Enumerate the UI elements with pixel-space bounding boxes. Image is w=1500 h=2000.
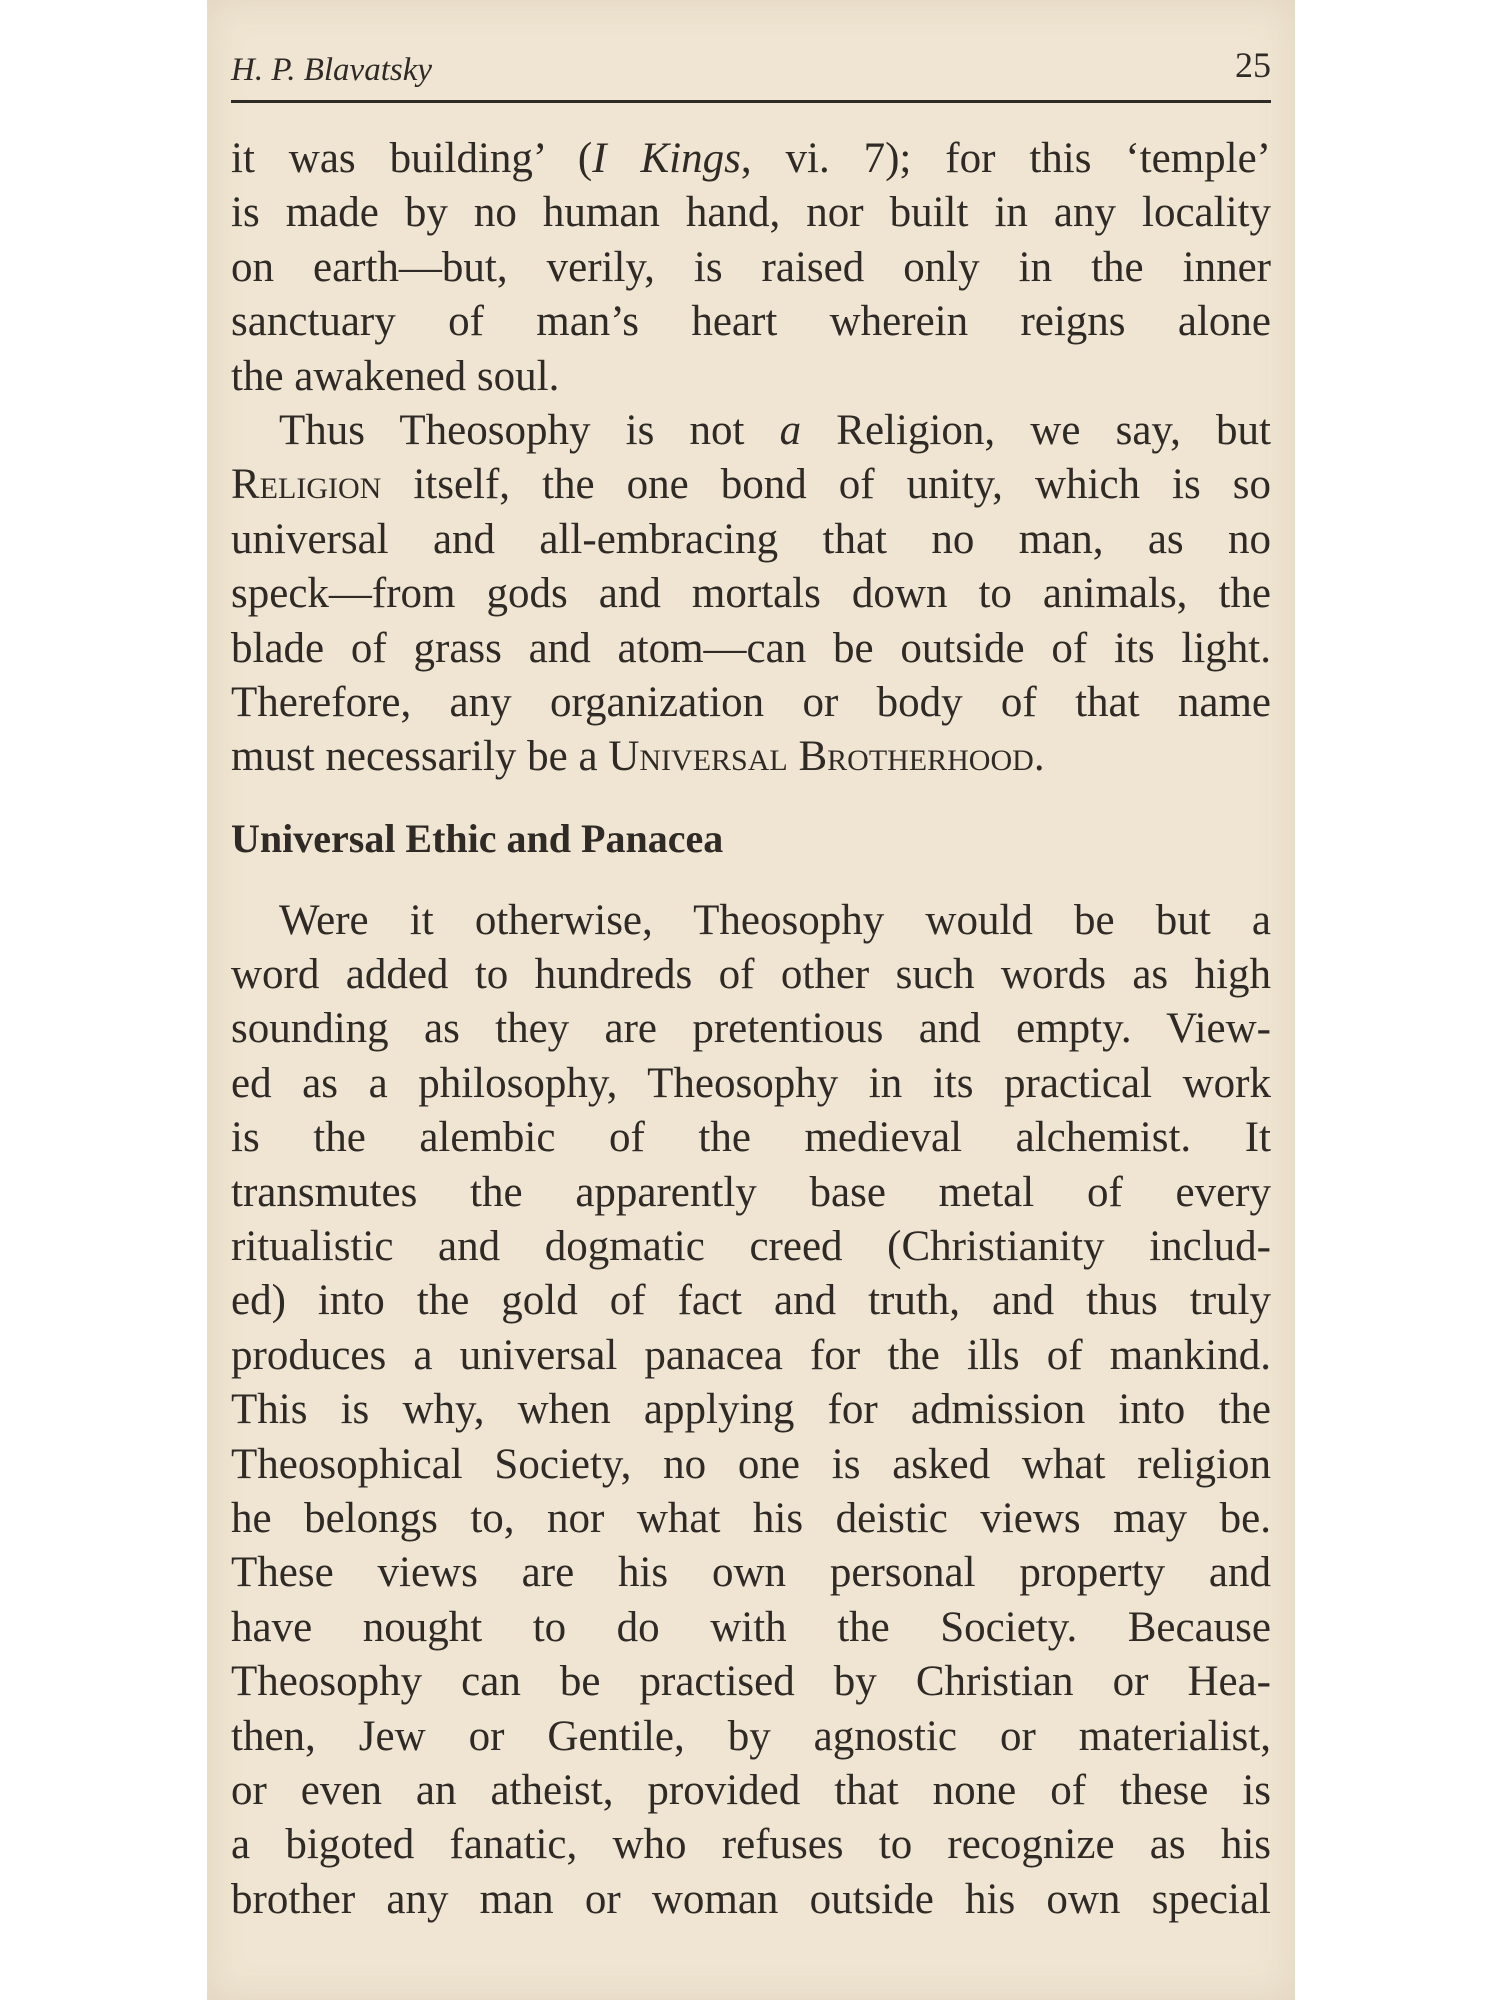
text-line: a bigoted fanatic, who refuses to recognize as his	[231, 1821, 1271, 1869]
section-heading: Universal Ethic and Panacea	[231, 815, 724, 861]
text-line: or even an atheist, provided that none of these is	[231, 1766, 1271, 1814]
text-line: he belongs to, nor what his deistic views may be.	[231, 1494, 1271, 1542]
book-page	[207, 0, 1295, 2000]
text-line: speck—from gods and mortals down to animals, the	[231, 570, 1271, 618]
text-line: is the alembic of the medieval alchemist. It	[231, 1114, 1271, 1162]
page-number: 25	[1235, 45, 1271, 85]
text-line: blade of grass and atom—can be outside of its light.	[231, 624, 1271, 672]
text-line: have nought to do with the Society. Because	[231, 1603, 1271, 1651]
text-line: ed) into the gold of fact and truth, and thus truly	[231, 1277, 1271, 1325]
text-line: then, Jew or Gentile, by agnostic or materialist,	[231, 1712, 1271, 1760]
text-line: produces a universal panacea for the ills of mankind.	[231, 1331, 1271, 1379]
header-rule	[231, 100, 1271, 103]
text-line: the awakened soul.	[231, 352, 560, 400]
small-caps-run: Universal Brotherhood	[608, 733, 1034, 781]
italic-run: a	[779, 406, 802, 454]
text-run: , vi. 7); for this ‘temple’	[740, 135, 1271, 182]
text-line: Were it otherwise, Theosophy would be but a	[279, 896, 1271, 944]
running-head	[231, 40, 1271, 100]
running-head-author: H. P. Blavatsky	[231, 52, 433, 88]
text-line: is made by no human hand, nor built in any locality	[231, 189, 1271, 237]
body-text	[231, 132, 1271, 1927]
text-run: Thus Theosophy is not	[279, 406, 780, 454]
text-run: must necessarily be a	[231, 733, 609, 781]
text-line: sounding as they are pretentious and empty. View-	[231, 1005, 1271, 1053]
italic-run: I Kings	[592, 135, 741, 182]
text-line: on earth—but, verily, is raised only in the inner	[231, 243, 1271, 291]
text-run: itself, the one bond of unity, which is so	[381, 461, 1271, 509]
small-caps-run: Religion	[231, 461, 382, 509]
text-run: .	[1033, 733, 1045, 781]
text-line: brother any man or woman outside his own special	[231, 1875, 1271, 1923]
text-line: These views are his own personal property and	[231, 1549, 1271, 1597]
text-line: This is why, when applying for admission into the	[231, 1386, 1271, 1434]
text-line: universal and all-embracing that no man, as no	[231, 515, 1271, 563]
text-line: ed as a philosophy, Theosophy in its practical work	[231, 1059, 1271, 1107]
text-line: transmutes the apparently base metal of every	[231, 1168, 1271, 1216]
text-line: Theosophy can be practised by Christian or Hea-	[231, 1658, 1271, 1706]
paragraph-block-2	[231, 894, 1271, 1927]
text-run: it was building’ (	[231, 135, 593, 182]
text-line	[231, 458, 1271, 512]
text-line	[231, 132, 1271, 186]
text-run: Religion, we say, but	[801, 406, 1271, 454]
text-line: word added to hundreds of other such words as high	[231, 951, 1271, 999]
text-line: Therefore, any organization or body of that name	[231, 678, 1271, 726]
text-line: Theosophical Society, no one is asked what religion	[231, 1440, 1271, 1488]
text-line	[231, 404, 1271, 458]
text-line: ritualistic and dogmatic creed (Christianity includ-	[231, 1223, 1271, 1271]
text-line	[231, 730, 1271, 784]
paragraph-block-1	[231, 132, 1271, 785]
text-line: sanctuary of man’s heart wherein reigns alone	[231, 298, 1271, 346]
